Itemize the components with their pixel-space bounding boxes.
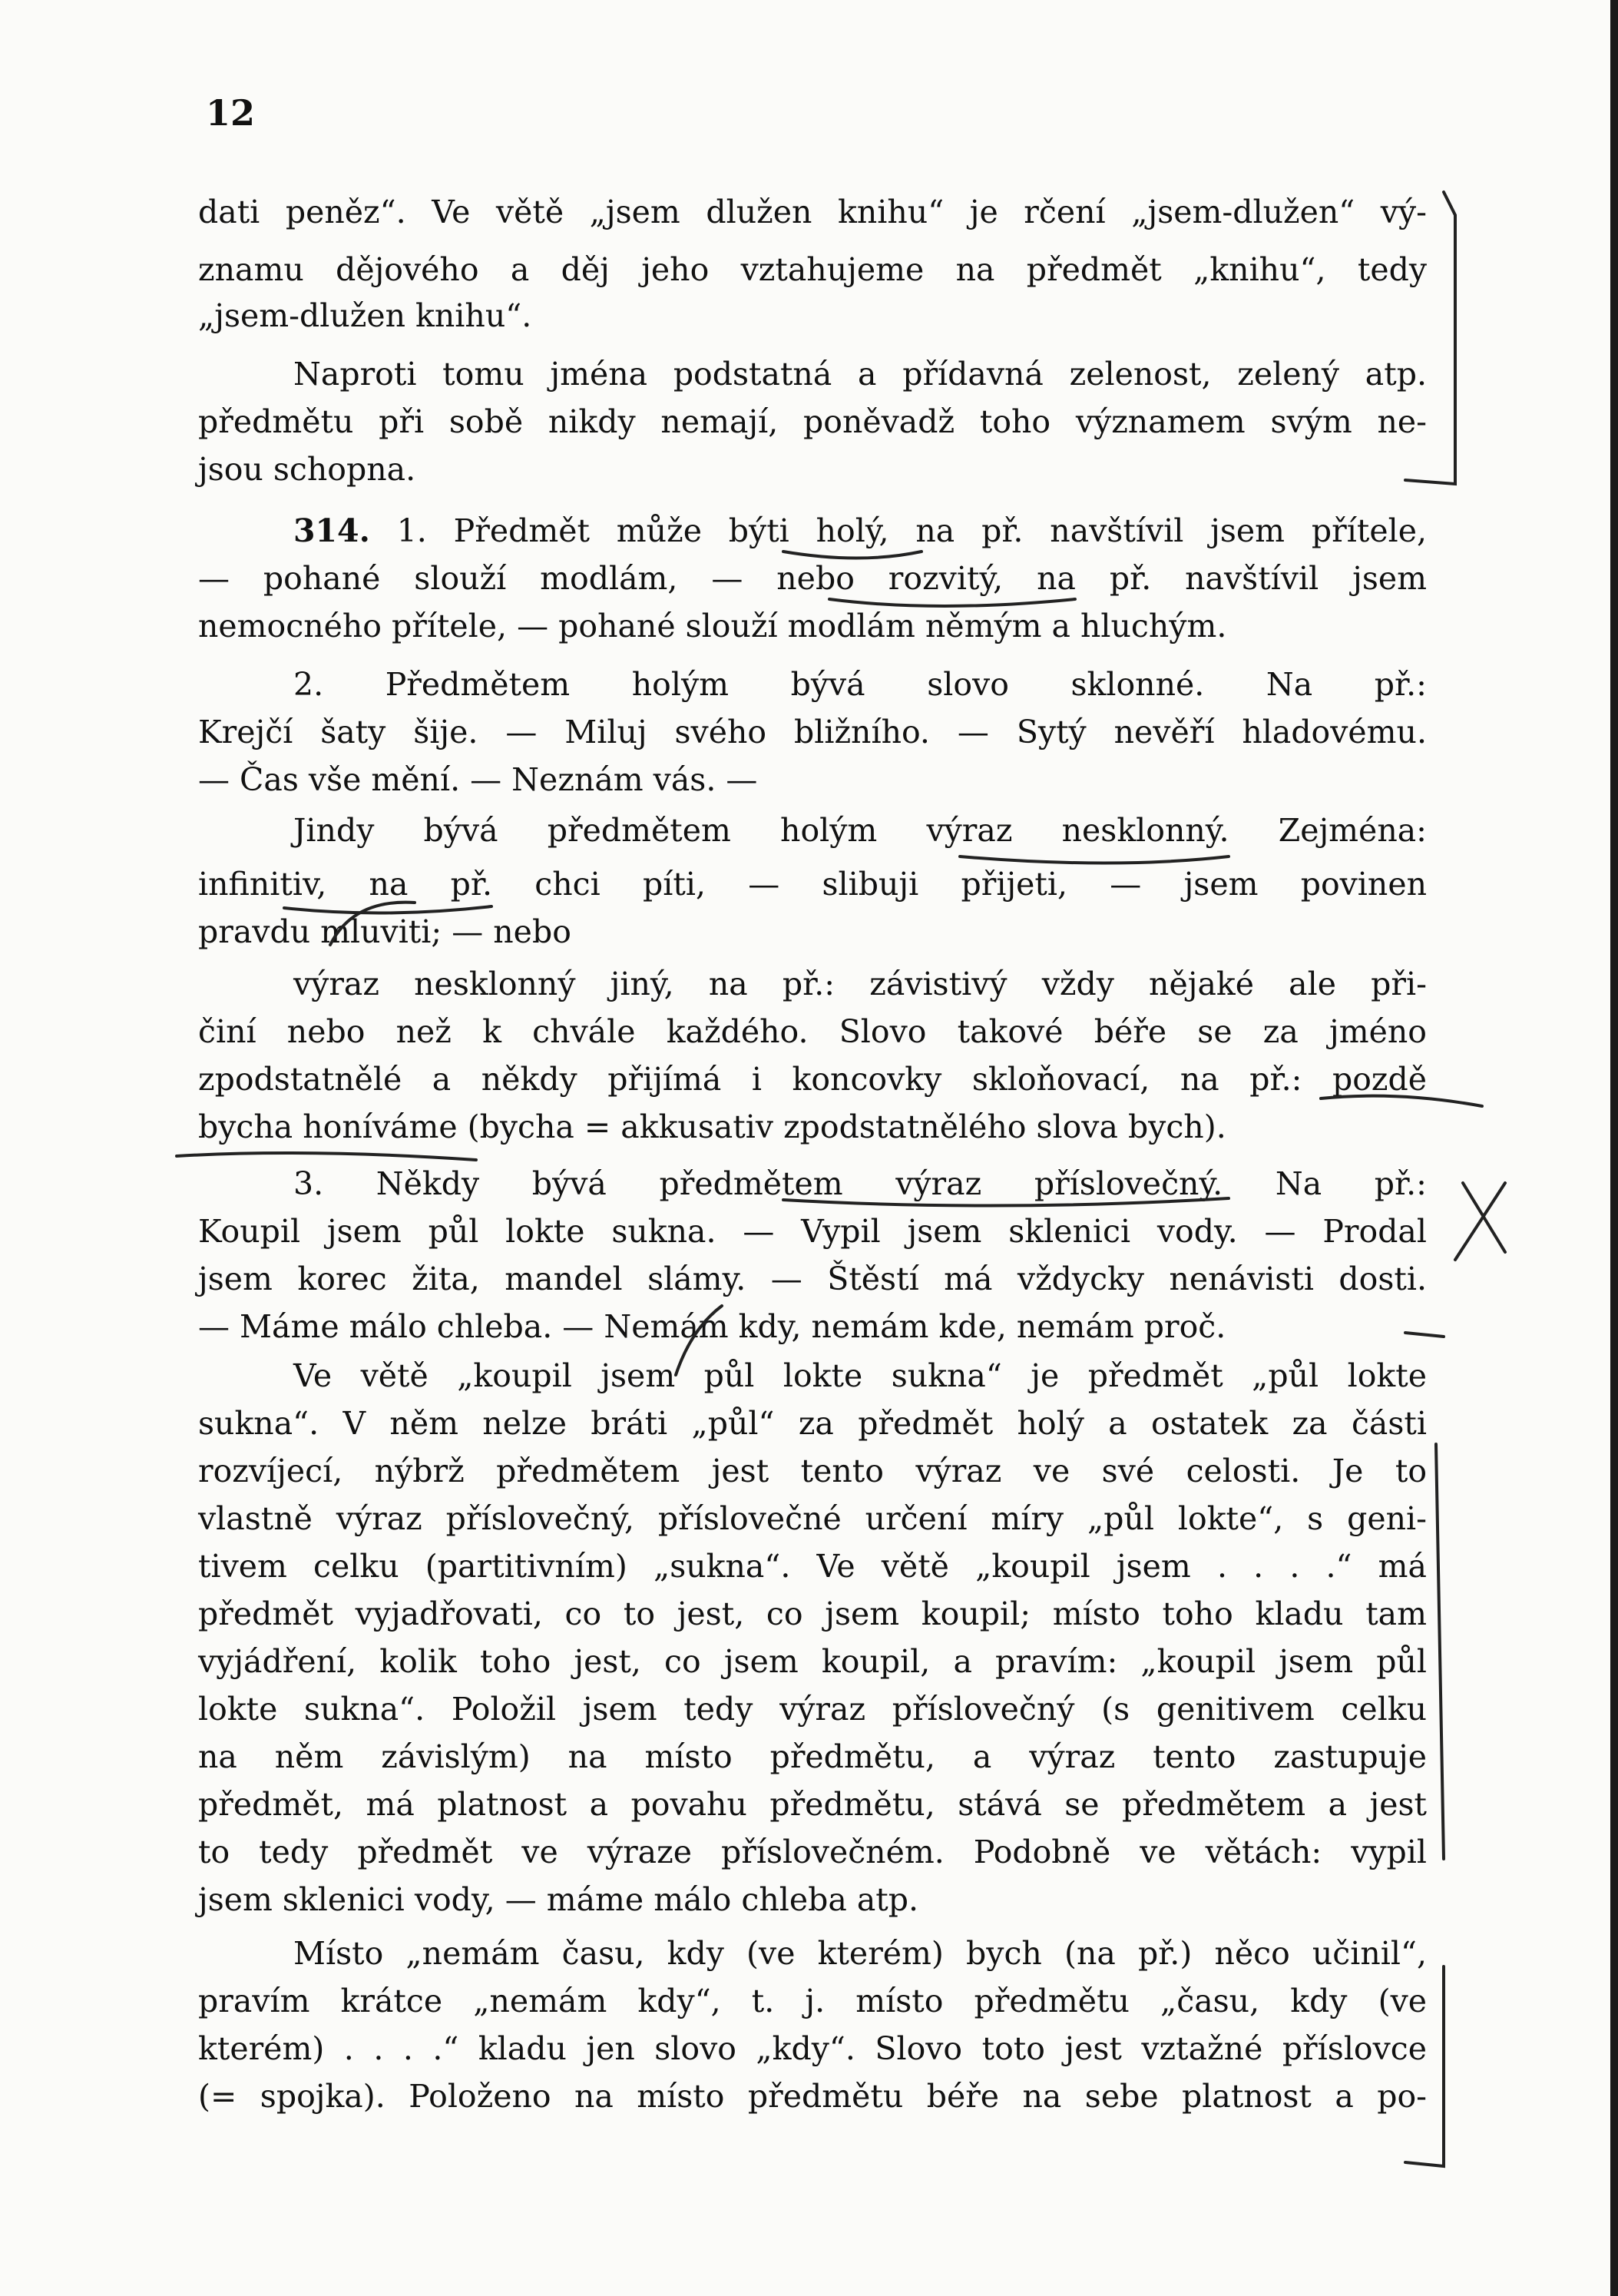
underline-holy bbox=[783, 552, 921, 558]
underline-nesklonny bbox=[960, 856, 1229, 863]
section-text: 1. Předmět může býti holý, na př. navštívil jsem přítele, bbox=[396, 512, 1427, 549]
text-line: infinitiv, na př. chci píti, — slibuji přijeti, — jsem povinen bbox=[198, 866, 1427, 903]
text-line: pravím krátce „nemám kdy“, t. j. místo předmětu „času, kdy (ve bbox=[198, 1983, 1427, 2019]
text-line: předmět, má platnost a povahu předmětu, stává se předmětem a jest bbox=[198, 1786, 1427, 1823]
text-line: rozvíjecí, nýbrž předmětem jest tento výraz ve své celosti. Je to bbox=[198, 1453, 1427, 1489]
text-line: 3. Někdy bývá předmětem výraz příslovečný. Na př.: bbox=[293, 1165, 1427, 1202]
page-number: 12 bbox=[206, 92, 256, 134]
underline-rozvity bbox=[829, 599, 1075, 606]
text-line: jsem sklenici vody, — máme málo chleba atp. bbox=[198, 1881, 919, 1918]
section-number: 314. bbox=[293, 512, 370, 549]
text-line: nemocného přítele, — pohané slouží modlám němým a hluchým. bbox=[198, 608, 1227, 644]
text-line: vyjádření, kolik toho jest, co jsem koupil, a pravím: „koupil jsem půl bbox=[198, 1643, 1427, 1680]
arc-infinitiv bbox=[330, 903, 415, 945]
text-line: 2. Předmětem holým bývá slovo sklonné. Na př.: bbox=[293, 666, 1427, 703]
text-line: na něm závislým) na místo předmětu, a výraz tento zastupuje bbox=[198, 1738, 1427, 1775]
text-line: pravdu mluviti; — nebo bbox=[198, 913, 571, 950]
text-line: předmět vyjadřovati, co to jest, co jsem koupil; místo toho kladu tam bbox=[198, 1595, 1427, 1632]
text-line: znamu dějového a děj jeho vztahujeme na předmět „knihu“, tedy bbox=[198, 251, 1427, 288]
text-line: sukna“. V něm nelze bráti „půl“ za předmět holý a ostatek za části bbox=[198, 1405, 1427, 1442]
text-line: činí nebo než k chvále každého. Slovo takové béře se za jméno bbox=[198, 1013, 1427, 1050]
text-line: — Máme málo chleba. — Nemám kdy, nemám kde, nemám proč. bbox=[198, 1308, 1226, 1345]
text-line: kterém) . . . .“ kladu jen slovo „kdy“. Slovo toto jest vztažné příslovce bbox=[198, 2030, 1427, 2067]
margin-bracket-right bbox=[1436, 1444, 1444, 1859]
text-line: zpodstatnělé a někdy přijímá i koncovky skloňovací, na př.: pozdě bbox=[198, 1061, 1427, 1098]
text-line: Jindy bývá předmětem holým výraz nesklonný. Zejména: bbox=[293, 812, 1427, 849]
text-line: „jsem-dlužen knihu“. bbox=[198, 297, 532, 334]
text-line: — pohané slouží modlám, — nebo rozvitý, na př. navštívil jsem bbox=[198, 560, 1427, 597]
text-line: výraz nesklonný jiný, na př.: závistivý vždy nějaké ale při- bbox=[293, 966, 1427, 1002]
text-line: Místo „nemám času, kdy (ve kterém) bych (na př.) něco učinil“, bbox=[293, 1935, 1427, 1972]
margin-line-lower bbox=[1405, 1966, 1444, 2166]
text-line: předmětu při sobě nikdy nemají, poněvadž toho významem svým ne- bbox=[198, 403, 1427, 440]
text-line: Ve větě „koupil jsem půl lokte sukna“ je předmět „půl lokte bbox=[293, 1357, 1427, 1394]
text-line: bycha honíváme (bycha = akkusativ zpodstatnělého slova bych). bbox=[198, 1108, 1226, 1145]
text-line: vlastně výraz příslovečný, příslovečné určení míry „půl lokte“, s geni- bbox=[198, 1500, 1427, 1537]
text-line: jsou schopna. bbox=[198, 451, 416, 488]
text-line: tivem celku (partitivním) „sukna“. Ve větě „koupil jsem . . . .“ má bbox=[198, 1548, 1427, 1585]
margin-dash-bottom bbox=[1405, 1333, 1444, 1337]
text-line: jsem korec žita, mandel slámy. — Štěstí má vždycky nenávisti dosti. bbox=[198, 1261, 1427, 1297]
text-line: Krejčí šaty šije. — Miluj svého bližního. — Sytý nevěří hladovému. bbox=[198, 714, 1427, 750]
slash-nemam bbox=[676, 1306, 722, 1375]
text-line: lokte sukna“. Položil jsem tedy výraz příslovečný (s genitivem celku bbox=[198, 1691, 1427, 1728]
margin-cross bbox=[1455, 1183, 1505, 1260]
text-line: dati peněz“. Ve větě „jsem dlužen knihu“ je rčení „jsem-dlužen“ vý- bbox=[198, 194, 1427, 230]
strike-nekdy bbox=[177, 1153, 476, 1160]
text-line: Koupil jsem půl lokte sukna. — Vypil jsem sklenici vody. — Prodal bbox=[198, 1213, 1427, 1250]
strike-pozde bbox=[1321, 1096, 1482, 1106]
underline-infinitiv bbox=[284, 906, 491, 913]
text-line: to tedy předmět ve výraze příslovečném. Podobně ve větách: vypil bbox=[198, 1834, 1427, 1870]
text-line: (= spojka). Položeno na místo předmětu béře na sebe platnost a po- bbox=[198, 2078, 1427, 2115]
underline-prislovecny bbox=[783, 1198, 1229, 1206]
text-line: Naproti tomu jména podstatná a přídavná zelenost, zelený atp. bbox=[293, 356, 1427, 393]
text-line: — Čas vše mění. — Neznám vás. — bbox=[198, 761, 758, 798]
margin-bracket-top bbox=[1405, 192, 1455, 484]
